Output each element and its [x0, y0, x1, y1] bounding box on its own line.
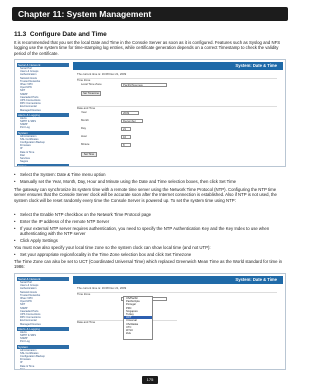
dropdown-option[interactable]: Pacific/Apia: [126, 300, 140, 304]
dropdown-option[interactable]: Turkey: [126, 313, 134, 317]
menu-item[interactable]: SSL Certificates: [20, 351, 39, 355]
dropdown-option[interactable]: Universal: [126, 319, 137, 323]
menu-item[interactable]: Nagios: [20, 160, 29, 164]
menu-item[interactable]: UPS Connections: [20, 99, 41, 103]
menu-item[interactable]: SSL Certificates: [20, 137, 39, 141]
dropdown-option[interactable]: UTC: [126, 325, 132, 329]
menu-item[interactable]: Managed Devices: [20, 322, 41, 326]
menu-item[interactable]: Port Log: [20, 126, 30, 130]
menu-head-alerts: Alerts & Logging: [17, 327, 69, 331]
menu-item[interactable]: Date & Time: [20, 364, 35, 368]
month-value: December: [123, 119, 136, 123]
menu-item[interactable]: SNMP: [20, 306, 28, 310]
bullet-set-timezone: • Set your appropriate region/locality in the Time Zone selection box and click Set Timezone: [20, 252, 286, 257]
menu-head-system: System: [17, 345, 69, 349]
nav-menu: [17, 276, 69, 370]
month-select[interactable]: [121, 119, 143, 123]
dropdown-option[interactable]: US/Pacific: [126, 297, 138, 300]
menu-item[interactable]: Serial Port: [20, 281, 33, 284]
dropdown-option-selected[interactable]: UCT: [124, 316, 152, 319]
timezone-sublabel: Local Time Zone: [81, 82, 102, 86]
menu-item[interactable]: Authentication: [20, 287, 37, 291]
dropdown-option[interactable]: US/Alaska: [126, 322, 139, 326]
menu-item[interactable]: SMTP & SMS: [20, 120, 36, 124]
header-bar: [73, 276, 283, 284]
menu-item[interactable]: UPS Connections: [20, 313, 41, 317]
minute-label: Minute: [81, 142, 90, 146]
menu-item[interactable]: IPsec VPN: [20, 297, 33, 301]
dropdown-option[interactable]: Portugal: [126, 303, 136, 307]
menu-item[interactable]: SNMP: [20, 92, 28, 96]
current-time: The current time is: 16:08 Dec 21, 2009: [77, 286, 127, 290]
menu-item[interactable]: IP: [20, 147, 23, 151]
timezone-section: Time Zone: [77, 292, 277, 296]
section-heading: [14, 31, 107, 38]
intro-paragraph: It is recommended that you set the local Date and Time in the Console Server as soon as it is configured. Features such as Syslog and NFS logging use the system time for time-stamping log entries, while certificate generation depends on a correct Timestamp to check the validity period of the certificate.: [14, 40, 281, 56]
menu-item[interactable]: Administration: [20, 348, 37, 352]
menu-head-alerts: Alerts & Logging: [17, 113, 69, 117]
bullet-select-menu: • Select the System: Date & Time menu option: [20, 172, 286, 177]
menu-item[interactable]: Port Log: [20, 340, 30, 344]
menu-item[interactable]: Authentication: [20, 73, 37, 77]
menu-item[interactable]: SDT: [20, 89, 26, 93]
dropdown-option[interactable]: Singapore: [126, 309, 138, 313]
bullet-enable-ntp: • Select the Enable NTP checkbox on the Network Time Protocol page: [20, 212, 286, 217]
menu-item[interactable]: Firmware: [20, 144, 31, 148]
menu-item[interactable]: Cascaded Ports: [20, 95, 39, 99]
menu-item[interactable]: Services: [20, 157, 30, 161]
menu-item[interactable]: SNMP: [20, 337, 28, 341]
hour-label: Hour: [81, 134, 88, 138]
menu-item[interactable]: Firmware: [20, 358, 31, 362]
menu-item[interactable]: SMTP & SMS: [20, 334, 36, 338]
bullet-ntp-auth: • If your external NTP server requires authentication, you need to specify the NTP Authentication Key and the Key Index to use when authenticating with the NTP server: [20, 226, 286, 237]
menu-item[interactable]: OpenVPN: [20, 300, 32, 304]
timezone-paragraph: You must now also specify your local time zone so the system clock can show local time (and not UTP):: [14, 245, 211, 250]
dropdown-option[interactable]: Zulu: [126, 332, 132, 336]
menu-item[interactable]: Trusted Networks: [20, 79, 41, 83]
bullet-set-time: • Manually set the Year, Month, Day, Hour and Minute using the Date and Time selection boxes, then click Set Time: [20, 179, 286, 184]
menu-item[interactable]: RPC Connections: [20, 102, 41, 106]
menu-item[interactable]: Alerts: [20, 330, 27, 334]
menu-item[interactable]: Dial: [20, 153, 25, 157]
menu-item[interactable]: Date & Time: [20, 150, 35, 154]
minute-value: 8: [123, 143, 125, 147]
bullet-ntp-server: • Enter the IP address of the remote NTP Server: [20, 219, 286, 224]
menu-head-system: System: [17, 131, 69, 135]
menu-item[interactable]: Administration: [20, 134, 37, 138]
header-bar: [73, 62, 283, 70]
menu-item[interactable]: Serial Port: [20, 67, 33, 70]
date-time-section: Date and Time: [77, 320, 177, 324]
page-number: 175: [142, 376, 158, 384]
menu-item[interactable]: Alerts: [20, 116, 27, 120]
menu-head-serial: Serial & Network: [17, 277, 69, 281]
menu-item[interactable]: Dial: [20, 367, 25, 370]
screenshot-timezone-dropdown: [14, 273, 286, 370]
header-title: System: Date & Time: [235, 63, 277, 68]
hour-value: 16: [123, 135, 127, 139]
dropdown-option[interactable]: W-SU: [126, 329, 133, 333]
set-timezone-button[interactable]: Set Timezone: [81, 91, 101, 96]
menu-item[interactable]: IP: [20, 361, 23, 365]
day-label: Day: [81, 126, 86, 130]
timezone-select[interactable]: [121, 83, 167, 87]
day-value: 21: [123, 127, 127, 131]
menu-item[interactable]: Users & Groups: [20, 70, 39, 74]
screenshot-date-time: [14, 59, 286, 167]
header-title: System: Date & Time: [235, 277, 277, 282]
section-title: Configure Date and Time: [29, 31, 107, 38]
menu-item[interactable]: SDT: [20, 303, 26, 307]
year-value: 2009: [123, 111, 130, 115]
section-number: 11.3: [14, 31, 27, 38]
menu-item[interactable]: Environmental: [20, 319, 37, 323]
current-time: The current time is: 16:08 Dec 21, 2009: [77, 72, 127, 76]
date-time-section: Date and Time: [77, 106, 277, 110]
timezone-dropdown[interactable]: [123, 296, 153, 340]
menu-item[interactable]: Configuration Backup: [20, 141, 45, 145]
minute-select[interactable]: [121, 143, 131, 147]
menu-item[interactable]: Managed Devices: [20, 108, 41, 112]
menu-item[interactable]: Network Hosts: [20, 76, 37, 80]
year-label: Year: [81, 110, 87, 114]
menu-item[interactable]: Cascaded Ports: [20, 309, 39, 313]
menu-head-serial: Serial & Network: [17, 63, 69, 67]
nav-menu: [17, 62, 69, 167]
set-time-button[interactable]: Set Time: [81, 152, 97, 157]
menu-item[interactable]: IPsec VPN: [20, 83, 33, 87]
hour-select[interactable]: [121, 135, 131, 139]
timezone-section: Time Zone: [77, 78, 277, 82]
menu-item[interactable]: SNMP: [20, 123, 28, 127]
menu-item[interactable]: RPC Connections: [20, 316, 41, 320]
menu-item[interactable]: Environmental: [20, 105, 37, 109]
menu-item[interactable]: Configuration Backup: [20, 355, 45, 359]
timezone-note: The Time Zone can also be set to UCT (Coordinated Universal Time) which replaced Greenwich Mean Time as the World standard for time in 1986:: [14, 259, 283, 270]
menu-item[interactable]: Users & Groups: [20, 284, 39, 288]
menu-item[interactable]: Trusted Networks: [20, 293, 41, 297]
day-select[interactable]: [121, 127, 131, 131]
menu-item[interactable]: Network Hosts: [20, 290, 37, 294]
menu-head-status: Status: [17, 164, 69, 167]
year-select[interactable]: [121, 111, 139, 115]
bullet-apply: • Click Apply Settings: [20, 238, 286, 243]
chapter-banner: Chapter 11: System Management: [12, 7, 288, 21]
ntp-paragraph: The gateway can synchronize its system time with a remote time server using the Network Time Protocol (NTP). Configuring the NTP time server ensures that the Console Server clock will be accurate soon after the Internet connection is established. Also if NTP is not used, the system clock will be reset randomly every time the Console Server is powered up. To set the system time using NTP:: [14, 187, 277, 203]
month-label: Month: [81, 118, 89, 122]
timezone-value: Pacific/Noumea: [123, 83, 143, 87]
menu-item[interactable]: OpenVPN: [20, 86, 32, 90]
dropdown-option[interactable]: PRC: [126, 306, 132, 310]
